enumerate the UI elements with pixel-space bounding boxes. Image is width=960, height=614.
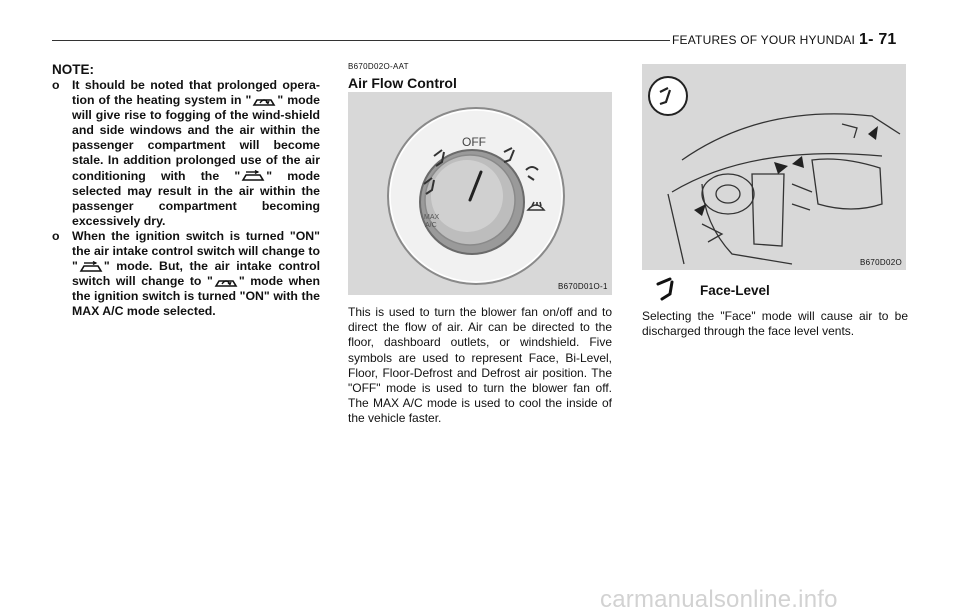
knob-ac-label: A/C: [425, 222, 437, 229]
airflow-knob-figure: [348, 92, 612, 295]
bullet-marker: o: [52, 78, 60, 92]
page-header: [672, 31, 897, 49]
note-text: " mode selected may result in the air within the passenger compartment becoming excessively dry.: [72, 168, 320, 228]
note-text: " mode. But, the air intake control switch will change to ": [72, 259, 320, 289]
knob-max-label: MAX: [424, 214, 440, 221]
header-title: FEATURES OF YOUR HYUNDAI: [672, 33, 856, 47]
airflow-section: [348, 62, 612, 91]
note-section: [52, 62, 320, 320]
note-bullet-2: [52, 229, 320, 320]
face-level-body-text: Selecting the "Face" mode will cause air to be discharged through the face level vents.: [642, 309, 908, 339]
fresh-air-icon: [78, 261, 104, 273]
note-bullet-1-text: [72, 78, 320, 229]
recirculation-icon: [213, 276, 239, 288]
airflow-knob-illustration: [348, 92, 612, 295]
bullet-marker: o: [52, 228, 60, 243]
dashboard-figure: [642, 64, 906, 270]
section-code: B670D02O-AAT: [348, 62, 409, 71]
watermark: carmanualsonline.info: [600, 586, 838, 613]
recirculation-icon: [251, 95, 277, 107]
header-rule: [52, 40, 670, 41]
dashboard-illustration: [642, 64, 906, 270]
airflow-body-text: This is used to turn the blower fan on/off and to direct the flow of air. Air can be directed to the floor, dashboard outlets, or windshield. Five symbols are used to represent Face, Bi-Level, Floor, Floor-Defrost and Defrost air position. The "OFF" mode is used to turn the blower fan off. The MAX A/C mode is used to cool the inside of the vehicle faster.: [348, 305, 612, 426]
note-heading: NOTE:: [52, 62, 94, 77]
note-bullet-2-text: [72, 229, 320, 320]
note-text: It should be noted that prolonged opera-tion of the heating system in ": [72, 78, 320, 108]
note-text: When the ignition switch is turned "ON" the air intake control switch will change to ": [72, 228, 320, 274]
face-level-icon: [652, 276, 682, 302]
section-title: Air Flow Control: [348, 75, 457, 91]
figure-code: B670D02O: [860, 258, 902, 267]
airflow-description: [348, 305, 612, 427]
figure-code: B670D01O-1: [558, 282, 608, 291]
note-bullet-1: [52, 78, 320, 229]
note-text: " mode will give rise to fogging of the wind-shield and side windows and the air within the passenger compartment will become stale. In addition prolonged use of the air conditioning with the ": [72, 93, 321, 183]
knob-off-label: OFF: [462, 135, 486, 149]
face-level-title: Face-Level: [700, 283, 770, 298]
note-text: " mode when the ignition switch is turned "ON" with the MAX A/C mode selected.: [72, 274, 321, 319]
face-level-description: [642, 309, 908, 339]
page-number: 1- 71: [859, 31, 897, 48]
fresh-air-icon: [240, 170, 266, 182]
